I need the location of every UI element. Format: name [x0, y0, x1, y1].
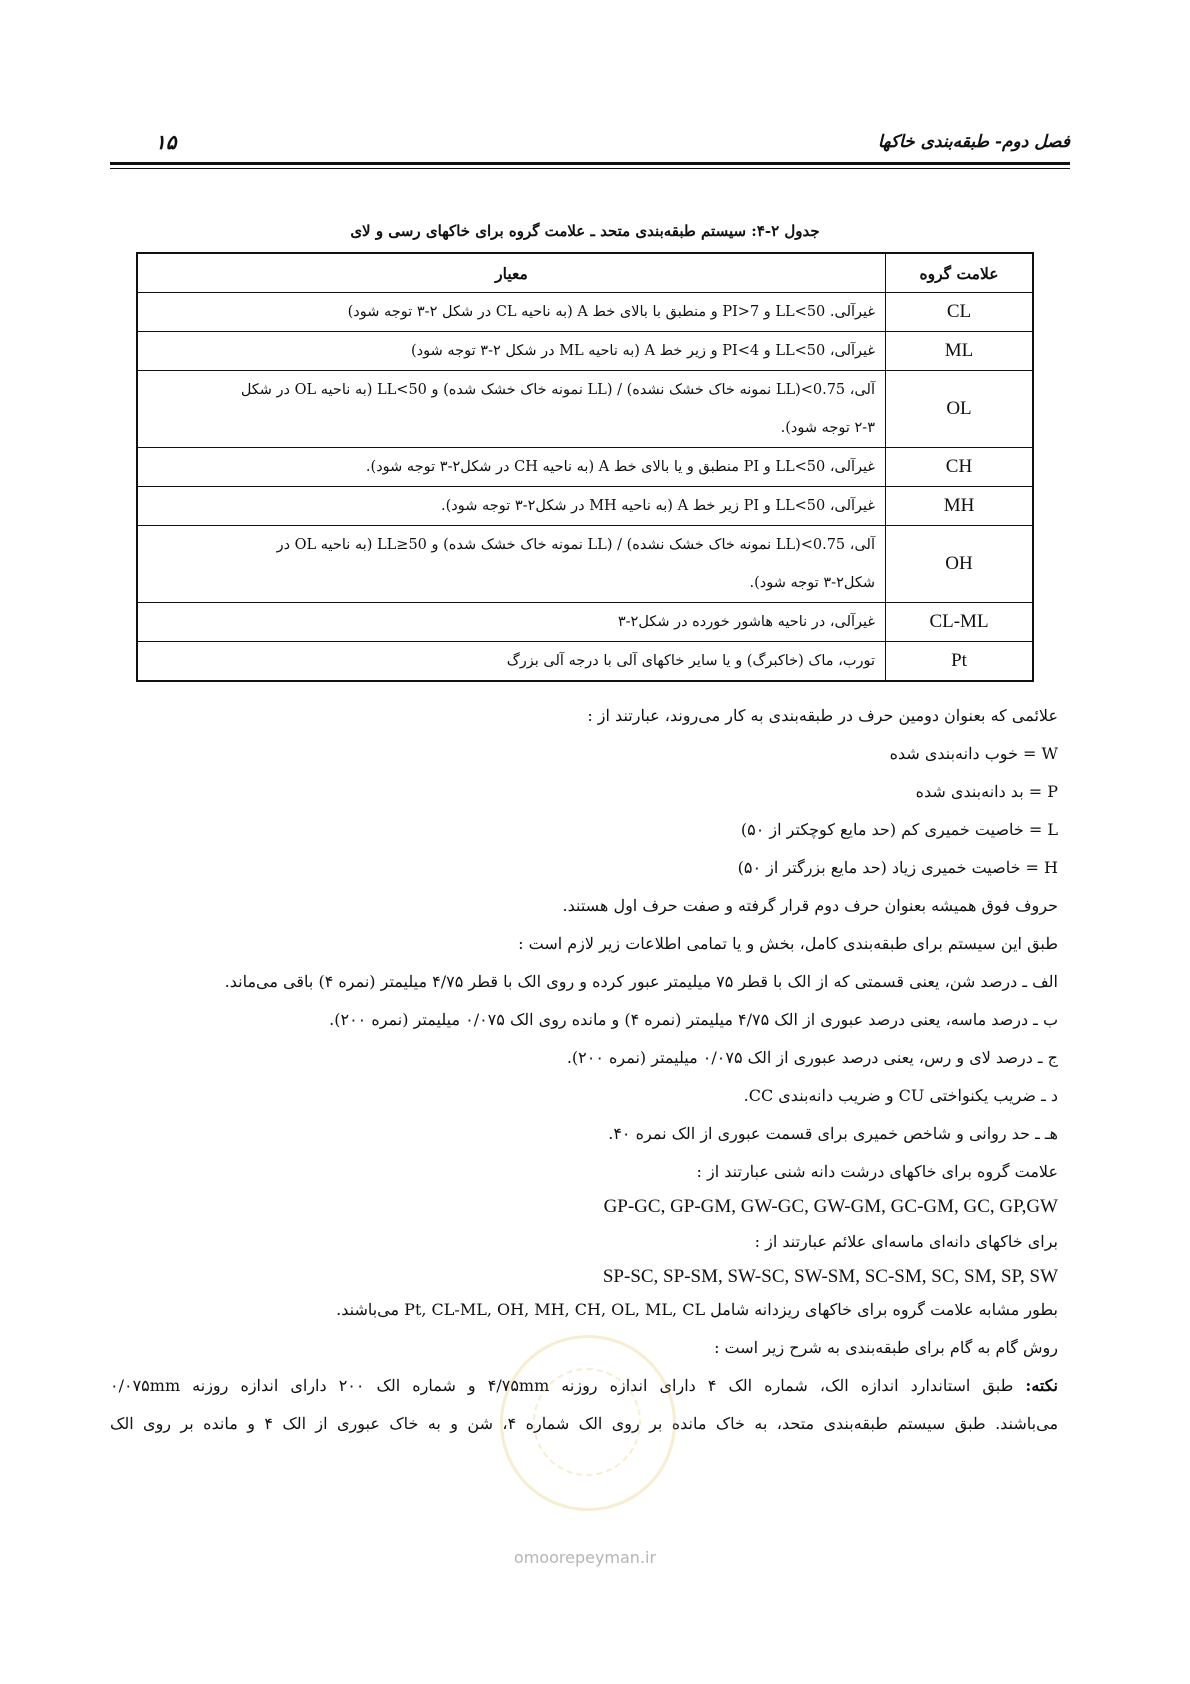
criteria-line: غیرآلی، LL<50 و PI<4 و زیر خط A (به ناحیه ML در شکل ۲-۳ توجه شود): [411, 343, 875, 359]
item-d: د ـ ضریب یکنواختی CU و ضریب دانه‌بندی CC.: [743, 1086, 1058, 1105]
criteria-cell: [137, 487, 886, 526]
group-symbol: OL: [886, 371, 1034, 448]
symbol-w: W = خوب دانه‌بندی شده: [889, 744, 1058, 763]
group-symbol: CL: [886, 293, 1034, 332]
table-row: [137, 448, 1033, 487]
criteria-line: آلی، LL)<0.75 نمونه خاک خشک نشده) / (LL نمونه خاک خشک شده) و LL<50 (به ناحیه OL در شکل: [240, 382, 875, 398]
paragraph-fine: بطور مشابه علامت گروه برای خاکهای ریزدانه شامل Pt, CL-ML, OH, MH, CH, OL, ML, CL می‌باشند.: [336, 1300, 1058, 1319]
criteria-cell: [137, 293, 886, 332]
item-b: ب ـ درصد ماسه، یعنی درصد عبوری از الک ۴/۷۵ میلیمتر (نمره ۴) و مانده روی الک ۰/۰۷۵ میلیمتر (نمره ۲۰۰).: [329, 1010, 1058, 1029]
criteria-line: غیرآلی، LL<50 و PI منطبق و یا بالای خط A (به ناحیه CH در شکل۲-۳ توجه شود).: [365, 459, 875, 475]
paragraph-intro: علائمی که بعنوان دومین حرف در طبقه‌بندی به کار می‌روند، عبارتند از :: [587, 706, 1058, 725]
paragraph-steps: روش گام به گام برای طبقه‌بندی به شرح زیر است :: [714, 1338, 1058, 1357]
note-text: طبق استاندارد اندازه الک، شماره الک ۴ دارای اندازه روزنه ۴/۷۵mm و شماره الک ۲۰۰ دارای اندازه روزنه ۰/۰۷۵mm: [110, 1376, 1014, 1395]
item-e: هـ ـ حد روانی و شاخص خمیری برای قسمت عبوری از الک نمره ۴۰.: [608, 1124, 1058, 1143]
criteria-cell: [137, 603, 886, 642]
table-row: [137, 293, 1033, 332]
col-header-symbol: علامت گروه: [886, 253, 1034, 293]
criteria-cell: [137, 642, 886, 682]
watermark-seal: [500, 1335, 676, 1511]
criteria-line: غیرآلی، در ناحیه هاشور خورده در شکل۲-۳: [617, 614, 875, 630]
criteria-cell: [137, 332, 886, 371]
criteria-cell: [137, 448, 886, 487]
group-symbol: Pt: [886, 642, 1034, 682]
criteria-line: تورب، ماک (خاکبرگ) و یا سایر خاکهای آلی با درجه آلی بزرگ: [506, 653, 875, 669]
paragraph-info: طبق این سیستم برای طبقه‌بندی کامل، بخش و یا تمامی اطلاعات زیر لازم است :: [518, 934, 1058, 953]
criteria-line: شکل۲-۳ توجه شود).: [749, 575, 875, 591]
gravel-intro: علامت گروه برای خاکهای درشت دانه شنی عبارتند از :: [696, 1162, 1058, 1181]
header-rule-thin: [110, 168, 1070, 169]
sand-intro: برای خاکهای دانه‌ای ماسه‌ای علائم عبارتند از :: [754, 1232, 1058, 1251]
table-row: [137, 526, 1033, 603]
note-label: نکته:: [1025, 1376, 1059, 1395]
criteria-cell: [137, 371, 886, 448]
criteria-line: آلی، LL)<0.75 نمونه خاک خشک نشده) / (LL نمونه خاک خشک شده) و LL≥50 (به ناحیه OL در: [276, 537, 875, 553]
criteria-line: غیرآلی، LL<50 و PI زیر خط A (به ناحیه MH در شکل۲-۳ توجه شود).: [441, 498, 875, 514]
criteria-cell: [137, 526, 886, 603]
table-caption: جدول ۲-۴: سیستم طبقه‌بندی متحد ـ علامت گروه برای خاکهای رسی و لای: [350, 222, 820, 240]
watermark-text: omoorepeyman.ir: [513, 1548, 657, 1567]
gravel-list: GP-GC, GP-GM, GW-GC, GW-GM, GC-GM, GC, GP,GW: [603, 1196, 1058, 1217]
symbol-h: H = خاصیت خمیری زیاد (حد مایع بزرگتر از ۵۰): [737, 858, 1058, 877]
group-symbol: CL-ML: [886, 603, 1034, 642]
table-row: [137, 332, 1033, 371]
table-row: [137, 371, 1033, 448]
symbol-p: P = بد دانه‌بندی شده: [915, 782, 1058, 801]
criteria-line: غیرآلی. LL<50 و PI>7 و منطبق با بالای خط A (به ناحیه CL در شکل ۲-۳ توجه شود): [347, 304, 875, 320]
symbol-l: L = خاصیت خمیری کم (حد مایع کوچکتر از ۵۰): [740, 820, 1058, 839]
criteria-line: ۲-۳ توجه شود).: [780, 420, 875, 436]
table-row: [137, 603, 1033, 642]
sand-list: SP-SC, SP-SM, SW-SC, SW-SM, SC-SM, SC, SM, SP, SW: [602, 1266, 1058, 1287]
paragraph-note1: حروف فوق همیشه بعنوان حرف دوم قرار گرفته و صفت حرف اول هستند.: [562, 896, 1058, 915]
paragraph-last: می‌باشند. طبق سیستم طبقه‌بندی متحد، به خاک مانده بر روی الک شماره ۴، شن و به خاک عبوری از الک ۴ و مانده بر روی الک: [110, 1414, 1059, 1433]
item-c: ج ـ درصد لای و رس، یعنی درصد عبوری از الک ۰/۰۷۵ میلیمتر (نمره ۲۰۰).: [566, 1048, 1058, 1067]
classification-table: [136, 252, 1034, 682]
group-symbol: MH: [886, 487, 1034, 526]
watermark-seal-inner: [533, 1368, 641, 1476]
group-symbol: CH: [886, 448, 1034, 487]
group-symbol: OH: [886, 526, 1034, 603]
item-a: الف ـ درصد شن، یعنی قسمتی که از الک با قطر ۷۵ میلیمتر عبور کرده و روی الک با قطر ۴/۷۵ میلیمتر (نمره ۴) باقی می‌ماند.: [224, 972, 1058, 991]
table-header-row: [137, 253, 1033, 293]
page-number: ۱۵: [155, 130, 177, 154]
col-header-criteria: معیار: [137, 253, 886, 293]
table-row: [137, 487, 1033, 526]
chapter-title: فصل دوم- طبقه‌بندی خاکها: [877, 132, 1070, 152]
header-rule-thick: [110, 162, 1070, 165]
group-symbol: ML: [886, 332, 1034, 371]
table-row: [137, 642, 1033, 682]
